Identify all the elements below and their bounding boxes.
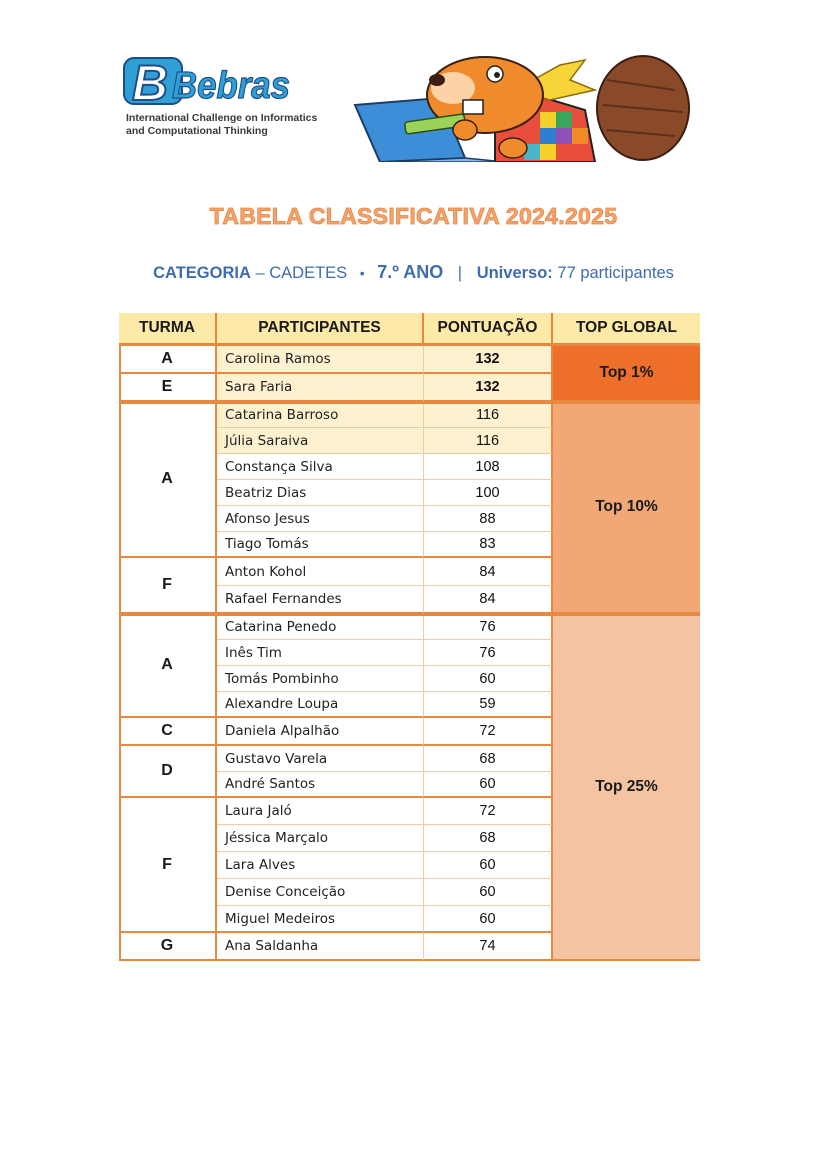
participant-score: 108	[424, 454, 553, 480]
participant-score: 84	[424, 558, 553, 586]
logo-subtitle	[126, 112, 317, 138]
participant-name: Catarina Barroso	[217, 402, 424, 428]
table-header-participantes: PARTICIPANTES	[217, 313, 424, 346]
participant-name: Gustavo Varela	[217, 746, 424, 772]
bebras-logo-mark	[122, 52, 292, 108]
participant-score: 72	[424, 718, 553, 746]
universo-value: 77 participantes	[557, 264, 674, 282]
participant-score: 116	[424, 428, 553, 454]
participant-name: Júlia Saraiva	[217, 428, 424, 454]
turma-cell: E	[119, 374, 217, 402]
page-title: TABELA CLASSIFICATIVA 2024.2025	[209, 203, 618, 229]
top-global-cell: Top 25%	[553, 614, 700, 961]
participant-name: Anton Kohol	[217, 558, 424, 586]
bebras-logo	[118, 50, 358, 145]
participant-name: Inês Tim	[217, 640, 424, 666]
participant-score: 68	[424, 825, 553, 852]
participant-score: 132	[424, 346, 553, 374]
ano-label: 7.º ANO	[377, 262, 444, 282]
categoria-value: – CADETES	[255, 264, 348, 282]
ranking-table	[119, 313, 700, 961]
participant-name: Daniela Alpalhão	[217, 718, 424, 746]
tier-separator	[119, 613, 700, 616]
participant-score: 116	[424, 402, 553, 428]
logo-subtitle-line2: and Computational Thinking	[126, 125, 268, 137]
top-global-cell: Top 10%	[553, 402, 700, 614]
participant-name: André Santos	[217, 772, 424, 798]
participant-name: Miguel Medeiros	[217, 906, 424, 933]
participant-name: Jéssica Marçalo	[217, 825, 424, 852]
participant-score: 60	[424, 772, 553, 798]
participant-name: Beatriz Dias	[217, 480, 424, 506]
beaver-mascot-illustration	[345, 50, 695, 162]
universo-label: Universo:	[476, 264, 553, 282]
participant-score: 84	[424, 586, 553, 614]
table-header-top-global: TOP GLOBAL	[553, 313, 700, 346]
participant-score: 76	[424, 640, 553, 666]
participant-name: Catarina Penedo	[217, 614, 424, 640]
participant-name: Ana Saldanha	[217, 933, 424, 961]
participant-score: 60	[424, 666, 553, 692]
table-header-turma: TURMA	[119, 313, 217, 346]
logo-wordmark: Bebras	[172, 65, 290, 107]
turma-cell: D	[119, 746, 217, 798]
participant-score: 68	[424, 746, 553, 772]
participant-score: 60	[424, 879, 553, 906]
tier-separator	[119, 401, 700, 404]
category-subtitle	[0, 262, 827, 283]
participant-name: Sara Faria	[217, 374, 424, 402]
participant-score: 59	[424, 692, 553, 718]
top-global-cell: Top 1%	[553, 346, 700, 402]
turma-cell: F	[119, 558, 217, 614]
participant-score: 132	[424, 374, 553, 402]
categoria-label: CATEGORIA	[153, 264, 251, 282]
table-header-pontuacao: PONTUAÇÃO	[424, 313, 553, 346]
turma-cell: C	[119, 718, 217, 746]
turma-cell: F	[119, 798, 217, 933]
participant-name: Laura Jaló	[217, 798, 424, 825]
participant-score: 83	[424, 532, 553, 558]
participant-name: Alexandre Loupa	[217, 692, 424, 718]
turma-cell: A	[119, 346, 217, 374]
participant-score: 72	[424, 798, 553, 825]
logo-subtitle-line1: International Challenge on Informatics	[126, 112, 318, 124]
participant-name: Tomás Pombinho	[217, 666, 424, 692]
separator-bullet: •	[359, 265, 365, 281]
participant-name: Rafael Fernandes	[217, 586, 424, 614]
participant-score: 88	[424, 506, 553, 532]
participant-name: Constança Silva	[217, 454, 424, 480]
svg-text:B: B	[132, 55, 169, 108]
participant-score: 60	[424, 906, 553, 933]
participant-name: Afonso Jesus	[217, 506, 424, 532]
participant-name: Carolina Ramos	[217, 346, 424, 374]
participant-score: 74	[424, 933, 553, 961]
separator-bar: |	[457, 264, 463, 282]
participant-score: 60	[424, 852, 553, 879]
participant-name: Tiago Tomás	[217, 532, 424, 558]
participant-name: Lara Alves	[217, 852, 424, 879]
turma-cell: A	[119, 614, 217, 718]
turma-cell: G	[119, 933, 217, 961]
turma-cell: A	[119, 402, 217, 558]
participant-name: Denise Conceição	[217, 879, 424, 906]
participant-score: 76	[424, 614, 553, 640]
participant-score: 100	[424, 480, 553, 506]
